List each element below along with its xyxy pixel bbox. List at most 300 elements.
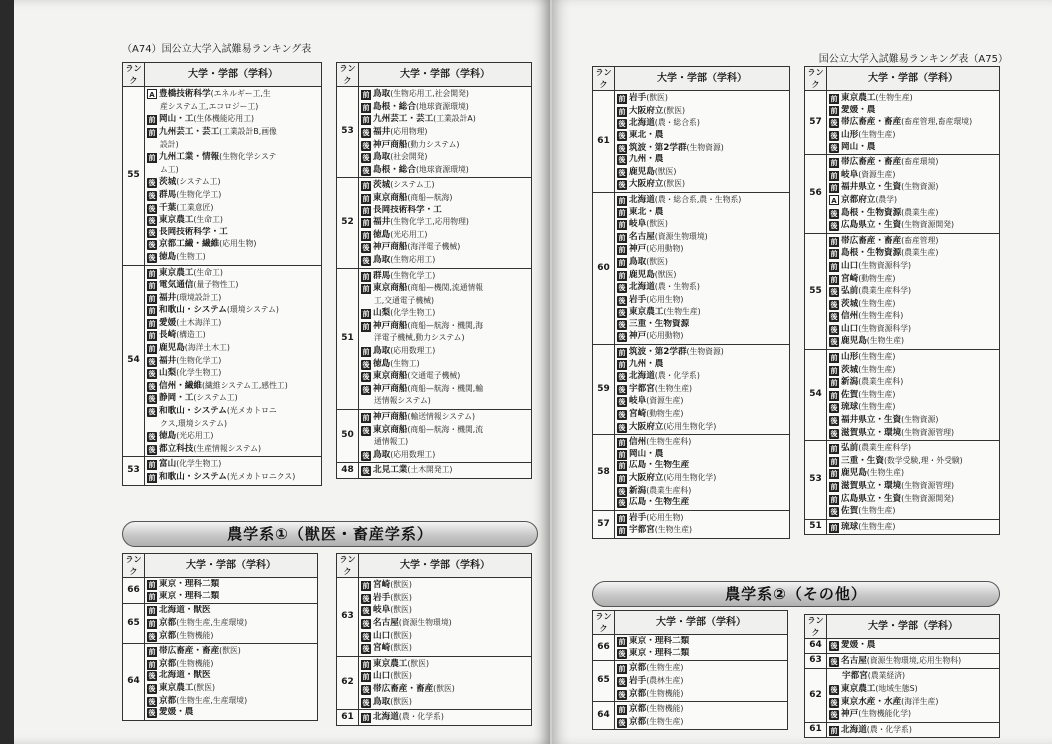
entry-list: [615, 91, 790, 193]
list-item: [361, 282, 529, 295]
department-detail: (生物資源開発): [901, 220, 955, 230]
university-name: 東京・理科二類: [159, 590, 220, 601]
exam-type-badge: 前: [830, 483, 838, 491]
rank-group-row: [593, 192, 790, 344]
exam-type-badge: 後: [362, 166, 370, 175]
list-item: [829, 640, 997, 652]
exam-type-badge: 後: [148, 217, 156, 226]
exam-type-badge: 後: [362, 426, 370, 435]
list-item: [617, 306, 787, 319]
university-name: 九州芸工・芸工: [373, 114, 434, 125]
department-detail: (生物生産): [858, 364, 896, 374]
university-name: 東京農工: [841, 683, 876, 694]
department-detail: (生物生産): [646, 663, 684, 673]
department-detail: (農業生産科学): [858, 443, 912, 453]
university-name: 鹿児島: [841, 336, 867, 347]
department-detail: (生物資源): [686, 142, 724, 152]
department-detail: (獣医): [663, 105, 686, 115]
university-name: 北海道: [629, 194, 655, 205]
university-column-header: 大学・学部（学科）: [615, 611, 788, 635]
department-detail: (生物生産): [654, 383, 693, 393]
department-detail: (光応用工): [390, 229, 428, 239]
rank-group-row: [593, 702, 788, 730]
department-detail: (生物生産): [858, 521, 896, 531]
list-item: [829, 219, 997, 232]
list-item: [617, 648, 785, 660]
exam-type-badge: 前: [148, 116, 156, 125]
department-detail: (応用数理工): [390, 346, 436, 356]
exam-type-badge: 前: [362, 231, 370, 240]
exam-type-badge: 前: [148, 619, 156, 628]
department-detail: (生物生産): [858, 298, 896, 308]
exam-type-badge: 後: [148, 709, 156, 718]
list-item: [361, 436, 529, 449]
university-name: 神戸: [629, 244, 647, 255]
university-name: 島根・生物資源: [841, 207, 902, 218]
exam-type-badge: 後: [148, 357, 156, 366]
rank-value: 55: [805, 233, 827, 349]
exam-type-badge: 前: [618, 349, 626, 358]
university-name: 三重・生資: [841, 455, 884, 466]
university-name: 広島県立・生資: [841, 220, 902, 231]
exam-type-badge: 後: [830, 143, 838, 152]
rank-value: 54: [123, 265, 145, 457]
exam-type-badge: 後: [362, 607, 370, 616]
department-detail: (応用生物): [646, 512, 684, 522]
university-name: 京都工繊・繊維: [159, 239, 220, 250]
university-name: 新潟: [841, 377, 859, 388]
list-item: [829, 260, 997, 273]
university-name: 京都: [629, 704, 647, 715]
exam-type-badge: 前: [362, 219, 370, 228]
university-name: 島根・総合: [373, 101, 416, 112]
list-item: [617, 194, 787, 207]
list-item: [361, 151, 529, 164]
list-item: [361, 579, 529, 592]
list-item: [829, 708, 997, 721]
exam-type-badge: 前: [148, 345, 156, 354]
rank-group-row: [337, 87, 532, 178]
department-detail: (生物工): [176, 251, 206, 261]
exam-type-badge: 後: [830, 209, 838, 218]
rank-group-row: [337, 656, 532, 709]
exam-type-badge: 前: [148, 128, 156, 137]
university-name: 東京商船: [373, 192, 408, 203]
university-name: 京都: [629, 716, 647, 727]
rank-group-row: [805, 441, 1000, 520]
rank-group-row: [593, 435, 790, 511]
rank-value: 57: [593, 510, 615, 538]
university-name: 東北・農: [629, 129, 664, 140]
university-name: 帯広畜産・畜産: [841, 157, 902, 168]
list-item: [617, 688, 785, 701]
exam-type-badge: 後: [618, 423, 626, 432]
exam-type-badge: 前: [362, 116, 370, 125]
entry-list: [359, 268, 532, 410]
department-detail: (システム工): [390, 180, 435, 190]
exam-type-badge: 後: [148, 395, 156, 404]
rank-value: 53: [805, 441, 827, 520]
rank-column-header: ランク: [593, 611, 615, 635]
list-item: [147, 471, 319, 484]
department-detail: (生物機能): [646, 704, 684, 714]
exam-type-badge: 前: [618, 706, 626, 715]
university-name: 鹿児島: [629, 166, 655, 177]
university-name: 千葉: [159, 202, 177, 213]
list-item: [829, 376, 997, 389]
university-name: 北海道: [629, 118, 655, 129]
exam-type-badge: 前: [830, 457, 838, 466]
university-name: 島根・生物資源: [841, 248, 902, 259]
exam-type-badge: 後: [148, 672, 156, 681]
university-name: 岩手: [629, 512, 647, 523]
list-item: [617, 130, 787, 142]
rank-group-row: [337, 410, 532, 463]
department-detail: (生物資源): [686, 347, 724, 357]
exam-type-badge: 前: [830, 391, 838, 400]
ranking-table-r4: [804, 614, 1000, 738]
department-detail: (生物資源): [901, 182, 939, 192]
list-item: [617, 512, 787, 525]
list-item: [361, 320, 529, 333]
exam-type-badge: 前: [148, 294, 156, 303]
rank-group-row: [805, 155, 1000, 234]
department-detail: (動物生産): [646, 409, 684, 419]
department-detail: (農業生産科学): [858, 286, 912, 296]
university-name: 信州: [841, 311, 859, 322]
list-item: [147, 279, 319, 292]
rank-group-row: [123, 457, 322, 485]
department-detail: (商船—機関,流通情報: [407, 283, 484, 293]
university-name: 東京・理科二類: [629, 636, 690, 647]
university-name: 滋賀県立・環境: [841, 427, 902, 438]
list-item: [617, 485, 787, 498]
university-name: 北海道: [629, 371, 655, 382]
list-item: [617, 269, 787, 282]
department-detail: (システム工): [193, 393, 238, 403]
department-detail: (獣医): [433, 683, 455, 693]
exam-type-badge: 後: [148, 408, 156, 417]
exam-type-badge: 前: [148, 307, 156, 316]
department-detail: (獣医): [654, 166, 677, 176]
exam-type-badge: 後: [148, 370, 156, 379]
university-name: 鳥取: [373, 696, 391, 707]
exam-type-badge: 前: [362, 714, 370, 723]
list-item: [617, 359, 787, 371]
list-item: [361, 395, 529, 408]
rank-column-header: ランク: [123, 63, 145, 87]
university-name: 東京・理科二類: [159, 579, 220, 590]
department-detail: (海洋土木工): [184, 343, 230, 353]
list-item: [361, 88, 529, 101]
university-name: 東京農工: [841, 93, 876, 104]
university-name: 大阪府立: [629, 179, 664, 190]
department-detail: (生物化学システ: [219, 152, 277, 162]
university-name: 山口: [841, 323, 859, 334]
university-name: 宇都宮: [629, 383, 655, 394]
list-item: [147, 251, 319, 264]
list-item: [829, 129, 997, 142]
university-name: 鹿児島: [841, 468, 867, 479]
department-detail: 送情報システム): [374, 396, 431, 406]
university-name: 東京農工: [159, 215, 194, 226]
list-item: [829, 207, 997, 220]
department-detail: (化学生物工): [390, 308, 436, 318]
department-detail: (畜産管理,畜産環境): [901, 117, 973, 127]
exam-type-badge: 前: [148, 269, 156, 278]
list-item: [147, 304, 319, 317]
department-detail: 通情報工): [374, 437, 409, 447]
list-item: [147, 88, 319, 101]
entry-list: [827, 519, 1000, 535]
exam-type-badge: 後: [830, 119, 838, 128]
list-item: [829, 655, 997, 668]
department-detail: (獣医): [654, 269, 677, 279]
rank-group-row: [805, 519, 1000, 535]
list-item: [147, 458, 319, 471]
department-detail: (資源生物環境,応用生物科): [866, 655, 962, 665]
list-item: [617, 449, 787, 461]
university-name: 名古屋: [841, 655, 867, 666]
list-item: [361, 617, 529, 630]
ranking-table-l4: [336, 553, 532, 726]
university-name: 京都: [159, 630, 177, 641]
department-detail: (生物資源管理): [901, 481, 955, 490]
entry-list: [827, 155, 1000, 234]
exam-type-badge: 後: [148, 241, 156, 250]
exam-type-badge: 後: [618, 284, 626, 293]
department-detail: ム工): [160, 164, 179, 174]
entry-list: [145, 265, 322, 457]
department-detail: (獣医): [390, 696, 412, 706]
department-detail: (農・化学系): [866, 724, 912, 734]
exam-type-badge: 後: [362, 619, 370, 628]
university-name: 山梨: [159, 368, 177, 379]
university-name: 茨城: [841, 364, 859, 375]
exam-type-badge: 前: [618, 246, 626, 255]
exam-type-badge: 前: [362, 206, 370, 215]
rank-group-row: [805, 233, 1000, 349]
entry-list: [145, 87, 322, 265]
rank-group-row: [123, 265, 322, 457]
list-item: [617, 142, 787, 155]
list-item: [829, 480, 997, 493]
rank-value: 66: [593, 635, 615, 661]
university-name: 和歌山・システム: [159, 472, 227, 482]
university-name: 東京農工: [159, 682, 194, 693]
department-detail: (応用動物): [646, 331, 684, 341]
university-name: 神戸: [629, 331, 647, 342]
university-name: 新潟: [629, 485, 647, 496]
exam-type-badge: 後: [618, 168, 626, 177]
rank-group-row: [593, 635, 788, 661]
list-item: [829, 116, 997, 129]
rank-value: 64: [123, 644, 145, 721]
exam-type-badge: 後: [830, 711, 838, 720]
exam-type-badge: 後: [362, 141, 370, 150]
rank-group-row: [593, 510, 790, 538]
university-name: 愛媛・農: [841, 104, 876, 115]
department-detail: (生産情報システム): [193, 443, 262, 453]
university-name: 福井: [159, 355, 177, 366]
rank-group-row: [593, 661, 788, 702]
university-name: 岩手: [629, 294, 647, 305]
department-detail: (生物生産): [858, 506, 896, 516]
list-item: [617, 218, 787, 231]
department-detail: (獣医): [663, 179, 686, 189]
university-name: 福井県立・生資: [841, 182, 902, 193]
list-item: [829, 389, 997, 402]
university-name: 佐賀: [841, 389, 859, 400]
university-name: 岩手: [629, 93, 647, 104]
university-name: 徳島: [373, 358, 391, 369]
university-name: 三重・生物資源: [629, 318, 690, 329]
exam-type-badge: 前: [618, 258, 626, 267]
department-detail: (地球資源環境): [415, 164, 469, 174]
exam-type-badge: 後: [830, 429, 838, 438]
list-item: [147, 630, 315, 643]
department-detail: (生物生産): [858, 389, 896, 399]
list-item: [617, 207, 787, 219]
university-name: 岐阜: [373, 605, 391, 616]
department-detail: (繊維システム工,感性工): [201, 380, 288, 390]
exam-type-badge: 前: [618, 462, 626, 471]
list-item: [617, 460, 787, 472]
exam-type-badge: 後: [618, 296, 626, 305]
exam-type-badge: 後: [830, 313, 838, 322]
rank-group-row: [123, 578, 318, 604]
exam-type-badge: 後: [618, 320, 626, 329]
university-name: 信州・繊維: [159, 380, 202, 391]
list-item: [147, 380, 319, 393]
exam-type-badge: 前: [362, 348, 370, 357]
department-detail: (土木開発工): [407, 465, 453, 475]
rank-value: 63: [805, 653, 827, 669]
university-name: 九州芸工・芸工: [159, 126, 220, 137]
department-detail: (応用生物化学): [663, 473, 717, 482]
exam-type-badge: 前: [830, 262, 838, 271]
exam-type-badge: 前: [618, 665, 626, 674]
university-name: 広島・生物生産: [629, 497, 690, 508]
entry-list: [615, 661, 788, 702]
department-detail: (数学受験,理・外受験): [883, 455, 963, 465]
rank-group-row: [337, 178, 532, 268]
department-detail: (生物生産科): [646, 437, 692, 447]
exam-type-badge: 前: [618, 107, 626, 116]
university-name: 東京水産・水産: [841, 696, 902, 707]
university-column-header: 大学・学部（学科）: [827, 615, 1000, 639]
department-detail: (生物生産): [654, 525, 693, 535]
department-detail: (獣医): [646, 93, 668, 103]
list-item: [361, 295, 529, 308]
list-item: [147, 645, 315, 658]
list-item: [829, 427, 997, 440]
exam-type-badge: 後: [148, 382, 156, 391]
university-name: 宮崎: [841, 273, 859, 284]
university-name: 筑波・第2学群: [629, 142, 687, 153]
department-detail: (エネルギー工,生: [210, 89, 271, 99]
exam-type-badge: 後: [618, 649, 626, 658]
list-item: [147, 418, 319, 431]
department-detail: (生体機能応用工): [193, 114, 255, 124]
exam-type-badge: 前: [362, 182, 370, 191]
department-detail: (生物化学工): [390, 270, 436, 280]
list-item: [617, 294, 787, 307]
department-detail: (生命工): [193, 267, 223, 277]
list-item: [147, 367, 319, 380]
exam-type-badge: 前: [362, 91, 370, 100]
department-detail: (生物機能): [646, 688, 684, 698]
university-name: 帯広畜産・畜産: [373, 683, 434, 694]
exam-type-badge: 前: [148, 461, 156, 470]
ranking-table-l3: [122, 553, 318, 721]
rank-group-row: [123, 604, 318, 644]
department-detail: (生物機能): [176, 630, 214, 640]
list-item: [829, 351, 997, 364]
university-name: 東京農工: [159, 267, 194, 278]
university-name: 九州・農: [629, 358, 664, 369]
list-item: [361, 630, 529, 643]
list-item: [361, 254, 529, 267]
university-name: 北海道: [841, 724, 867, 735]
exam-type-badge: 前: [148, 154, 156, 163]
university-name: 山形: [841, 129, 859, 140]
entry-list: [827, 441, 1000, 520]
department-detail: (動物生産): [858, 273, 896, 283]
department-detail: (生物生産): [875, 93, 913, 103]
ranking-table-r1: [592, 66, 790, 539]
university-name: 名古屋: [629, 231, 655, 242]
university-name: 北海道・獣医: [159, 670, 211, 681]
department-detail: (獣医): [390, 630, 412, 640]
list-item: [617, 243, 787, 256]
university-name: 名古屋: [373, 617, 399, 628]
list-item: [361, 683, 529, 696]
list-item: [617, 436, 787, 449]
department-detail: (土木海洋工): [176, 317, 222, 327]
department-detail: (資源生物環境): [398, 617, 452, 627]
exam-type-badge: 後: [148, 204, 156, 213]
list-item: [829, 364, 997, 377]
university-name: 福井: [159, 292, 177, 303]
book-spine: [0, 0, 14, 744]
exam-type-badge: 後: [362, 451, 370, 460]
rank-column-header: ランク: [337, 63, 359, 87]
university-name: 京都: [159, 658, 177, 669]
list-item: [829, 323, 997, 336]
list-item: [829, 285, 997, 298]
list-item: [829, 156, 997, 169]
department-detail: (海洋電子機械): [407, 242, 461, 252]
exam-type-badge: 前: [148, 474, 156, 482]
list-item: [147, 591, 315, 603]
list-item: [617, 178, 787, 191]
exam-type-badge: 後: [618, 411, 626, 420]
department-detail: (商船—航海): [407, 192, 453, 202]
rank-column-header: ランク: [805, 615, 827, 639]
department-detail: (生物資源管理): [901, 427, 955, 437]
list-item: [617, 105, 787, 118]
rank-value: 59: [593, 345, 615, 435]
list-item: [829, 683, 997, 696]
list-item: [147, 238, 319, 251]
university-name: 福井: [373, 217, 391, 228]
exam-type-badge: 後: [362, 256, 370, 265]
entry-list: [615, 435, 790, 511]
list-item: [147, 151, 319, 164]
list-item: [147, 682, 315, 695]
department-detail: (生物応用工): [390, 254, 436, 264]
